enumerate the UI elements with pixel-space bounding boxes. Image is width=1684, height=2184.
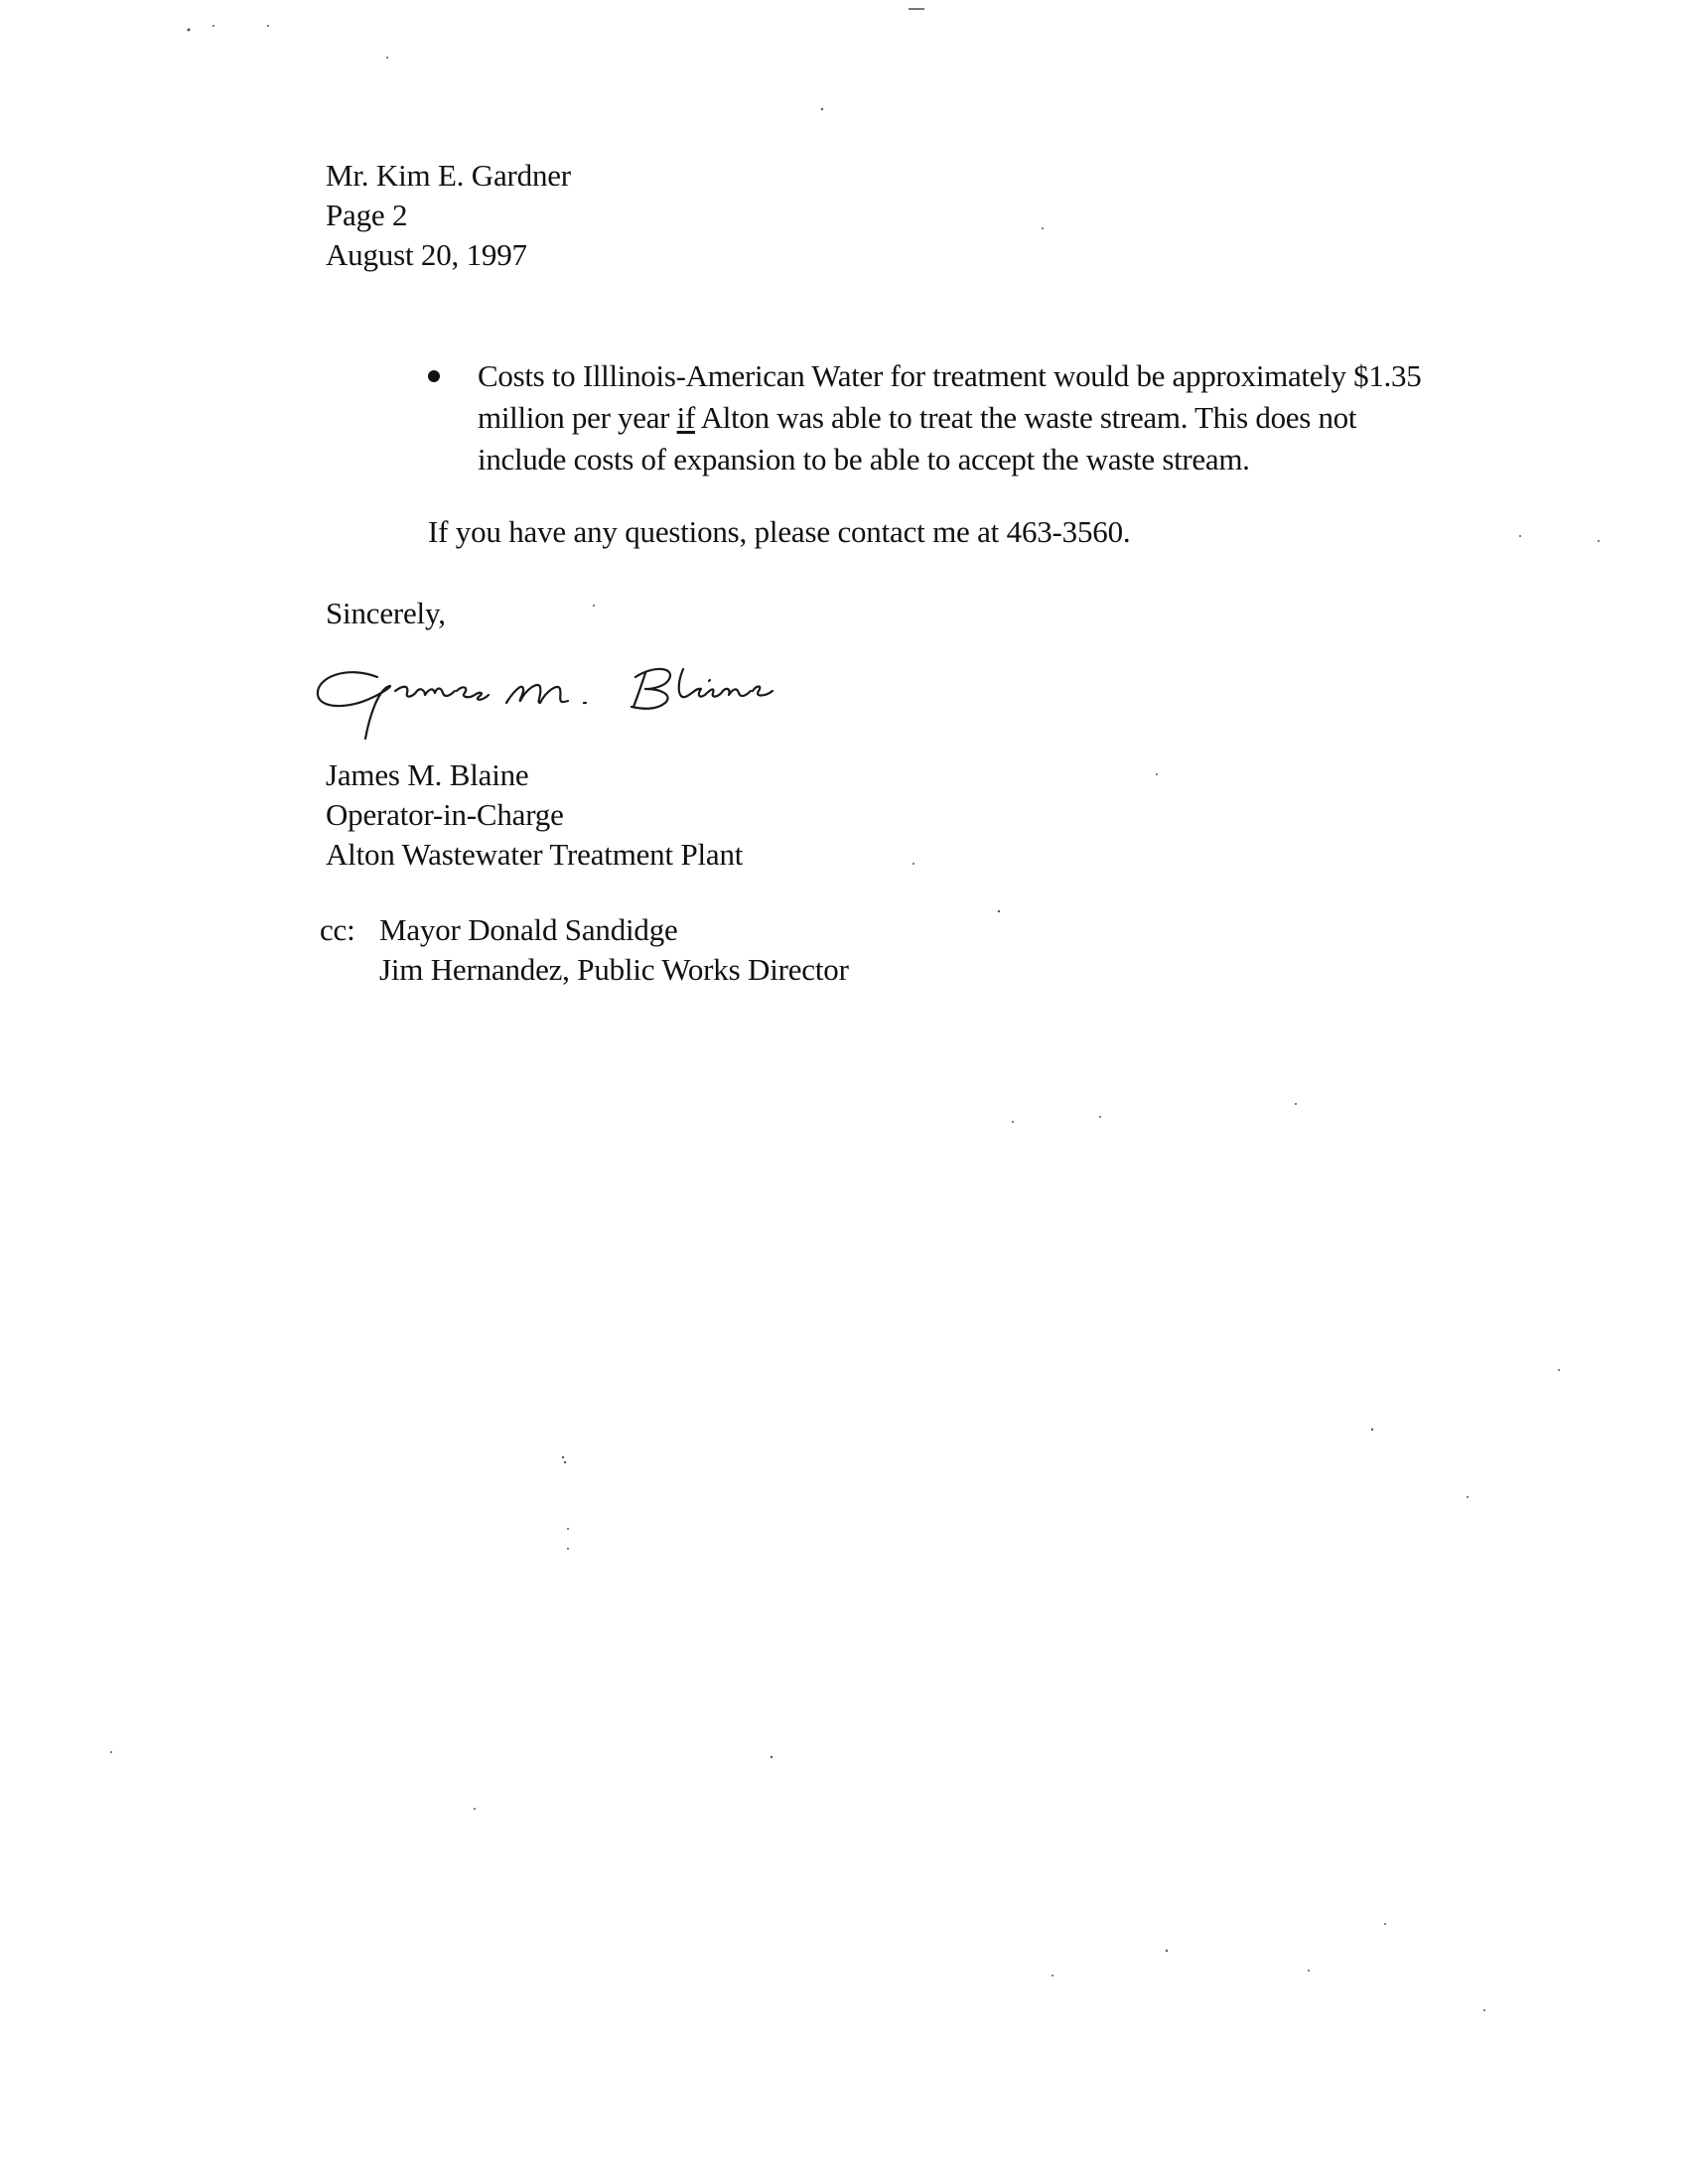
signer-organization: Alton Wastewater Treatment Plant xyxy=(326,837,744,872)
bullet-line-2 xyxy=(478,397,1421,439)
signer-name: James M. Blaine xyxy=(326,757,529,792)
closing: Sincerely, xyxy=(326,596,446,630)
cc-recipient: Jim Hernandez, Public Works Director xyxy=(379,952,849,987)
cc-label: cc: xyxy=(320,912,355,947)
signer-block xyxy=(326,755,743,875)
bullet-line-2-pre: million per year xyxy=(478,400,677,435)
cc-recipient: Mayor Donald Sandidge xyxy=(379,912,678,947)
bullet-line-1: Costs to Illlinois-American Water for treatment would be approximately $1.35 xyxy=(478,358,1422,393)
cc-row-1 xyxy=(320,910,849,950)
letter-date: August 20, 1997 xyxy=(326,237,527,272)
signer-title: Operator-in-Charge xyxy=(326,797,564,832)
handwritten-signature xyxy=(308,647,923,756)
recipient-name: Mr. Kim E. Gardner xyxy=(326,158,571,193)
cc-block xyxy=(320,910,849,990)
page-number: Page 2 xyxy=(326,198,408,232)
bullet-line-2-post: Alton was able to treat the waste stream. This does not xyxy=(694,400,1357,435)
bullet-line-3: include costs of expansion to be able to accept the waste stream. xyxy=(478,442,1250,477)
cc-row-2 xyxy=(320,950,849,990)
bullet-line-2-emphasis: if xyxy=(676,400,695,435)
bullet-text xyxy=(478,355,1421,480)
letter-header xyxy=(326,156,571,275)
contact-paragraph: If you have any questions, please contact me at 463-3560. xyxy=(428,514,1131,549)
bullet-point-icon xyxy=(428,370,440,382)
